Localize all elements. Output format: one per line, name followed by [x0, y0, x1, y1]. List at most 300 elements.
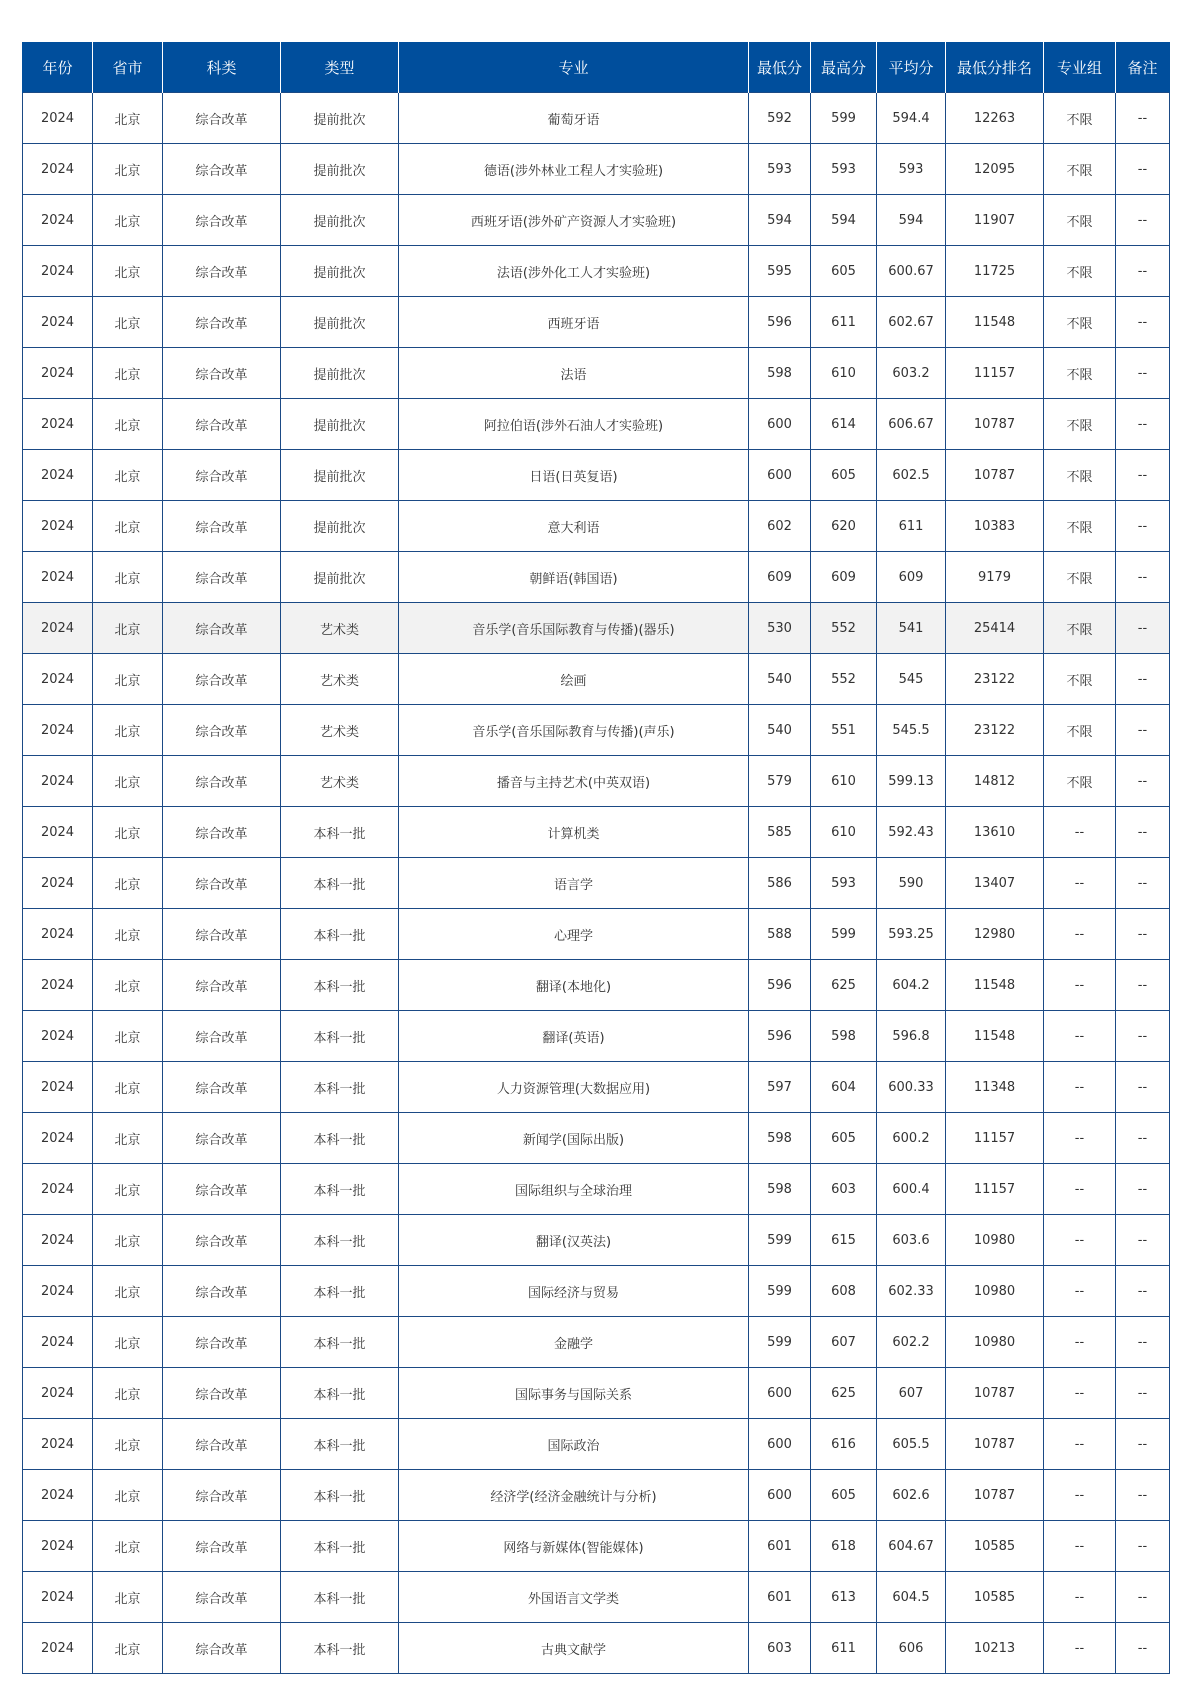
cell-max-score: 605 [811, 246, 877, 297]
cell-major: 阿拉伯语(涉外石油人才实验班) [399, 399, 749, 450]
cell-major: 西班牙语 [399, 297, 749, 348]
cell-subject-category: 综合改革 [163, 756, 281, 807]
cell-major: 西班牙语(涉外矿产资源人才实验班) [399, 195, 749, 246]
cell-remarks: -- [1116, 501, 1170, 552]
header-major: 专业 [399, 42, 749, 93]
cell-max-score: 616 [811, 1419, 877, 1470]
cell-avg-score: 602.6 [877, 1470, 946, 1521]
cell-province: 北京 [93, 93, 163, 144]
cell-min-score-rank: 23122 [946, 654, 1044, 705]
cell-major-group: 不限 [1044, 195, 1116, 246]
cell-min-score-rank: 11157 [946, 1164, 1044, 1215]
cell-max-score: 610 [811, 756, 877, 807]
cell-min-score: 601 [749, 1572, 811, 1623]
cell-major-group: -- [1044, 1623, 1116, 1674]
cell-major: 经济学(经济金融统计与分析) [399, 1470, 749, 1521]
cell-subject-category: 综合改革 [163, 246, 281, 297]
cell-year: 2024 [23, 246, 93, 297]
cell-subject-category: 综合改革 [163, 603, 281, 654]
cell-avg-score: 545.5 [877, 705, 946, 756]
cell-avg-score: 602.5 [877, 450, 946, 501]
cell-major-group: -- [1044, 960, 1116, 1011]
cell-avg-score: 609 [877, 552, 946, 603]
cell-avg-score: 593 [877, 144, 946, 195]
cell-batch-type: 本科一批 [281, 807, 399, 858]
table-row [23, 144, 1170, 195]
cell-min-score-rank: 12263 [946, 93, 1044, 144]
cell-subject-category: 综合改革 [163, 1011, 281, 1062]
table-row [23, 807, 1170, 858]
header-batch-type: 类型 [281, 42, 399, 93]
cell-min-score: 595 [749, 246, 811, 297]
cell-max-score: 551 [811, 705, 877, 756]
cell-min-score: 585 [749, 807, 811, 858]
cell-min-score-rank: 11725 [946, 246, 1044, 297]
cell-min-score: 600 [749, 1368, 811, 1419]
cell-max-score: 611 [811, 297, 877, 348]
cell-province: 北京 [93, 858, 163, 909]
cell-batch-type: 本科一批 [281, 1266, 399, 1317]
cell-major-group: 不限 [1044, 144, 1116, 195]
cell-major-group: -- [1044, 807, 1116, 858]
cell-remarks: -- [1116, 1011, 1170, 1062]
cell-remarks: -- [1116, 144, 1170, 195]
cell-year: 2024 [23, 144, 93, 195]
header-year: 年份 [23, 42, 93, 93]
cell-remarks: -- [1116, 960, 1170, 1011]
cell-major-group: -- [1044, 1215, 1116, 1266]
cell-major-group: -- [1044, 1521, 1116, 1572]
cell-major-group: 不限 [1044, 297, 1116, 348]
cell-major-group: 不限 [1044, 603, 1116, 654]
cell-year: 2024 [23, 1164, 93, 1215]
table-row [23, 450, 1170, 501]
cell-subject-category: 综合改革 [163, 1266, 281, 1317]
cell-min-score: 609 [749, 552, 811, 603]
cell-min-score-rank: 12980 [946, 909, 1044, 960]
cell-avg-score: 600.33 [877, 1062, 946, 1113]
cell-major: 翻译(英语) [399, 1011, 749, 1062]
table-row [23, 858, 1170, 909]
cell-max-score: 599 [811, 909, 877, 960]
cell-province: 北京 [93, 501, 163, 552]
cell-min-score: 599 [749, 1317, 811, 1368]
cell-min-score: 601 [749, 1521, 811, 1572]
cell-year: 2024 [23, 501, 93, 552]
cell-province: 北京 [93, 1266, 163, 1317]
cell-batch-type: 提前批次 [281, 195, 399, 246]
cell-min-score: 596 [749, 1011, 811, 1062]
cell-major-group: 不限 [1044, 450, 1116, 501]
cell-major: 播音与主持艺术(中英双语) [399, 756, 749, 807]
cell-major: 音乐学(音乐国际教育与传播)(声乐) [399, 705, 749, 756]
cell-min-score-rank: 10980 [946, 1317, 1044, 1368]
cell-avg-score: 604.5 [877, 1572, 946, 1623]
cell-remarks: -- [1116, 297, 1170, 348]
cell-min-score: 597 [749, 1062, 811, 1113]
table-row [23, 1572, 1170, 1623]
cell-batch-type: 提前批次 [281, 93, 399, 144]
table-row [23, 195, 1170, 246]
header-row [23, 42, 1170, 93]
cell-remarks: -- [1116, 858, 1170, 909]
header-subject-category: 科类 [163, 42, 281, 93]
cell-province: 北京 [93, 1419, 163, 1470]
cell-avg-score: 603.2 [877, 348, 946, 399]
cell-remarks: -- [1116, 603, 1170, 654]
cell-avg-score: 606 [877, 1623, 946, 1674]
table-row [23, 1623, 1170, 1674]
cell-batch-type: 本科一批 [281, 909, 399, 960]
admission-scores-table [22, 42, 1170, 1674]
cell-major-group: 不限 [1044, 705, 1116, 756]
cell-year: 2024 [23, 1623, 93, 1674]
cell-year: 2024 [23, 1419, 93, 1470]
cell-remarks: -- [1116, 705, 1170, 756]
cell-batch-type: 艺术类 [281, 756, 399, 807]
cell-min-score-rank: 10787 [946, 1419, 1044, 1470]
cell-remarks: -- [1116, 1113, 1170, 1164]
table-row [23, 960, 1170, 1011]
cell-remarks: -- [1116, 1062, 1170, 1113]
cell-min-score-rank: 10980 [946, 1215, 1044, 1266]
cell-min-score-rank: 10787 [946, 1368, 1044, 1419]
table-row [23, 1164, 1170, 1215]
cell-province: 北京 [93, 297, 163, 348]
cell-subject-category: 综合改革 [163, 501, 281, 552]
cell-avg-score: 604.67 [877, 1521, 946, 1572]
cell-year: 2024 [23, 450, 93, 501]
cell-avg-score: 590 [877, 858, 946, 909]
cell-year: 2024 [23, 1113, 93, 1164]
cell-province: 北京 [93, 756, 163, 807]
cell-batch-type: 本科一批 [281, 1215, 399, 1266]
cell-remarks: -- [1116, 1266, 1170, 1317]
cell-subject-category: 综合改革 [163, 654, 281, 705]
cell-min-score: 600 [749, 1419, 811, 1470]
cell-province: 北京 [93, 909, 163, 960]
table-row [23, 1317, 1170, 1368]
cell-remarks: -- [1116, 195, 1170, 246]
cell-major-group: 不限 [1044, 501, 1116, 552]
cell-subject-category: 综合改革 [163, 552, 281, 603]
cell-batch-type: 艺术类 [281, 654, 399, 705]
cell-subject-category: 综合改革 [163, 1623, 281, 1674]
cell-batch-type: 本科一批 [281, 1419, 399, 1470]
cell-year: 2024 [23, 348, 93, 399]
cell-major-group: 不限 [1044, 348, 1116, 399]
cell-major-group: -- [1044, 1164, 1116, 1215]
cell-subject-category: 综合改革 [163, 93, 281, 144]
cell-batch-type: 本科一批 [281, 1011, 399, 1062]
table-row [23, 1266, 1170, 1317]
table-row [23, 603, 1170, 654]
cell-avg-score: 606.67 [877, 399, 946, 450]
cell-min-score: 540 [749, 654, 811, 705]
cell-batch-type: 提前批次 [281, 399, 399, 450]
cell-province: 北京 [93, 1062, 163, 1113]
cell-remarks: -- [1116, 1521, 1170, 1572]
cell-major: 新闻学(国际出版) [399, 1113, 749, 1164]
cell-min-score: 603 [749, 1623, 811, 1674]
cell-major-group: -- [1044, 1266, 1116, 1317]
cell-remarks: -- [1116, 756, 1170, 807]
cell-major-group: -- [1044, 909, 1116, 960]
cell-min-score-rank: 11157 [946, 1113, 1044, 1164]
cell-batch-type: 本科一批 [281, 1062, 399, 1113]
cell-major-group: 不限 [1044, 552, 1116, 603]
cell-batch-type: 本科一批 [281, 1521, 399, 1572]
cell-major: 音乐学(音乐国际教育与传播)(器乐) [399, 603, 749, 654]
cell-batch-type: 本科一批 [281, 1368, 399, 1419]
cell-year: 2024 [23, 1470, 93, 1521]
cell-avg-score: 600.4 [877, 1164, 946, 1215]
cell-major-group: -- [1044, 1368, 1116, 1419]
cell-min-score-rank: 13610 [946, 807, 1044, 858]
cell-subject-category: 综合改革 [163, 705, 281, 756]
cell-year: 2024 [23, 960, 93, 1011]
cell-year: 2024 [23, 552, 93, 603]
cell-major: 意大利语 [399, 501, 749, 552]
cell-min-score: 599 [749, 1266, 811, 1317]
table-row [23, 501, 1170, 552]
cell-max-score: 610 [811, 807, 877, 858]
cell-max-score: 607 [811, 1317, 877, 1368]
cell-major: 语言学 [399, 858, 749, 909]
cell-batch-type: 提前批次 [281, 246, 399, 297]
cell-remarks: -- [1116, 1368, 1170, 1419]
cell-batch-type: 本科一批 [281, 960, 399, 1011]
cell-max-score: 605 [811, 1470, 877, 1521]
table-row [23, 297, 1170, 348]
cell-max-score: 614 [811, 399, 877, 450]
cell-max-score: 618 [811, 1521, 877, 1572]
cell-subject-category: 综合改革 [163, 399, 281, 450]
cell-major: 人力资源管理(大数据应用) [399, 1062, 749, 1113]
cell-max-score: 593 [811, 858, 877, 909]
table-row [23, 399, 1170, 450]
cell-min-score: 579 [749, 756, 811, 807]
cell-avg-score: 607 [877, 1368, 946, 1419]
cell-major: 朝鲜语(韩国语) [399, 552, 749, 603]
cell-avg-score: 596.8 [877, 1011, 946, 1062]
cell-major: 国际事务与国际关系 [399, 1368, 749, 1419]
cell-major-group: -- [1044, 858, 1116, 909]
cell-batch-type: 提前批次 [281, 501, 399, 552]
cell-remarks: -- [1116, 1419, 1170, 1470]
cell-max-score: 552 [811, 603, 877, 654]
cell-subject-category: 综合改革 [163, 858, 281, 909]
cell-min-score-rank: 11548 [946, 297, 1044, 348]
cell-remarks: -- [1116, 1572, 1170, 1623]
cell-min-score: 600 [749, 399, 811, 450]
cell-batch-type: 本科一批 [281, 1113, 399, 1164]
cell-major-group: -- [1044, 1470, 1116, 1521]
cell-batch-type: 艺术类 [281, 603, 399, 654]
cell-remarks: -- [1116, 1317, 1170, 1368]
cell-province: 北京 [93, 1113, 163, 1164]
cell-province: 北京 [93, 1521, 163, 1572]
cell-major: 网络与新媒体(智能媒体) [399, 1521, 749, 1572]
cell-avg-score: 602.33 [877, 1266, 946, 1317]
cell-min-score-rank: 10585 [946, 1572, 1044, 1623]
cell-subject-category: 综合改革 [163, 1215, 281, 1266]
cell-avg-score: 592.43 [877, 807, 946, 858]
cell-year: 2024 [23, 1215, 93, 1266]
table-row [23, 1062, 1170, 1113]
cell-subject-category: 综合改革 [163, 1470, 281, 1521]
table-row [23, 654, 1170, 705]
cell-batch-type: 本科一批 [281, 1164, 399, 1215]
cell-province: 北京 [93, 1368, 163, 1419]
header-min-score: 最低分 [749, 42, 811, 93]
cell-major-group: -- [1044, 1419, 1116, 1470]
cell-province: 北京 [93, 246, 163, 297]
cell-province: 北京 [93, 1215, 163, 1266]
cell-min-score-rank: 11348 [946, 1062, 1044, 1113]
cell-max-score: 594 [811, 195, 877, 246]
cell-min-score: 530 [749, 603, 811, 654]
cell-major: 国际经济与贸易 [399, 1266, 749, 1317]
cell-remarks: -- [1116, 399, 1170, 450]
cell-year: 2024 [23, 654, 93, 705]
cell-min-score: 599 [749, 1215, 811, 1266]
cell-min-score-rank: 11548 [946, 1011, 1044, 1062]
cell-major-group: 不限 [1044, 654, 1116, 705]
cell-major-group: -- [1044, 1062, 1116, 1113]
cell-avg-score: 545 [877, 654, 946, 705]
cell-avg-score: 600.2 [877, 1113, 946, 1164]
table-row [23, 1215, 1170, 1266]
cell-year: 2024 [23, 807, 93, 858]
cell-batch-type: 本科一批 [281, 1470, 399, 1521]
table-row [23, 1521, 1170, 1572]
table-row [23, 246, 1170, 297]
cell-min-score: 588 [749, 909, 811, 960]
cell-year: 2024 [23, 705, 93, 756]
cell-min-score-rank: 10585 [946, 1521, 1044, 1572]
cell-major: 外国语言文学类 [399, 1572, 749, 1623]
cell-avg-score: 602.67 [877, 297, 946, 348]
table-row [23, 1011, 1170, 1062]
cell-min-score: 586 [749, 858, 811, 909]
cell-avg-score: 541 [877, 603, 946, 654]
cell-year: 2024 [23, 756, 93, 807]
cell-min-score-rank: 10787 [946, 399, 1044, 450]
cell-max-score: 613 [811, 1572, 877, 1623]
cell-major: 法语 [399, 348, 749, 399]
cell-subject-category: 综合改革 [163, 960, 281, 1011]
cell-province: 北京 [93, 1011, 163, 1062]
cell-batch-type: 提前批次 [281, 297, 399, 348]
cell-min-score: 594 [749, 195, 811, 246]
cell-min-score: 600 [749, 450, 811, 501]
cell-avg-score: 602.2 [877, 1317, 946, 1368]
cell-year: 2024 [23, 195, 93, 246]
cell-major: 翻译(本地化) [399, 960, 749, 1011]
cell-province: 北京 [93, 705, 163, 756]
cell-year: 2024 [23, 1368, 93, 1419]
cell-min-score-rank: 10213 [946, 1623, 1044, 1674]
cell-major: 计算机类 [399, 807, 749, 858]
cell-min-score-rank: 13407 [946, 858, 1044, 909]
cell-batch-type: 提前批次 [281, 348, 399, 399]
table-row [23, 1368, 1170, 1419]
cell-max-score: 604 [811, 1062, 877, 1113]
cell-year: 2024 [23, 93, 93, 144]
cell-major-group: 不限 [1044, 756, 1116, 807]
cell-remarks: -- [1116, 1215, 1170, 1266]
cell-major-group: 不限 [1044, 399, 1116, 450]
cell-subject-category: 综合改革 [163, 144, 281, 195]
cell-major: 国际政治 [399, 1419, 749, 1470]
cell-min-score-rank: 12095 [946, 144, 1044, 195]
cell-remarks: -- [1116, 348, 1170, 399]
cell-batch-type: 本科一批 [281, 858, 399, 909]
cell-province: 北京 [93, 195, 163, 246]
cell-subject-category: 综合改革 [163, 1572, 281, 1623]
cell-batch-type: 提前批次 [281, 450, 399, 501]
cell-max-score: 609 [811, 552, 877, 603]
cell-min-score: 602 [749, 501, 811, 552]
cell-year: 2024 [23, 1317, 93, 1368]
cell-subject-category: 综合改革 [163, 1419, 281, 1470]
cell-remarks: -- [1116, 909, 1170, 960]
cell-avg-score: 593.25 [877, 909, 946, 960]
cell-year: 2024 [23, 297, 93, 348]
cell-avg-score: 604.2 [877, 960, 946, 1011]
cell-remarks: -- [1116, 552, 1170, 603]
cell-major-group: -- [1044, 1113, 1116, 1164]
cell-subject-category: 综合改革 [163, 807, 281, 858]
header-max-score: 最高分 [811, 42, 877, 93]
cell-remarks: -- [1116, 450, 1170, 501]
table-row [23, 1113, 1170, 1164]
cell-province: 北京 [93, 450, 163, 501]
cell-min-score: 592 [749, 93, 811, 144]
cell-min-score: 596 [749, 297, 811, 348]
cell-province: 北京 [93, 144, 163, 195]
cell-avg-score: 611 [877, 501, 946, 552]
cell-subject-category: 综合改革 [163, 195, 281, 246]
table-row [23, 552, 1170, 603]
cell-major: 法语(涉外化工人才实验班) [399, 246, 749, 297]
cell-max-score: 603 [811, 1164, 877, 1215]
cell-remarks: -- [1116, 93, 1170, 144]
cell-province: 北京 [93, 552, 163, 603]
cell-subject-category: 综合改革 [163, 909, 281, 960]
cell-province: 北京 [93, 399, 163, 450]
cell-subject-category: 综合改革 [163, 1164, 281, 1215]
cell-major: 国际组织与全球治理 [399, 1164, 749, 1215]
cell-max-score: 625 [811, 960, 877, 1011]
cell-year: 2024 [23, 399, 93, 450]
cell-batch-type: 提前批次 [281, 552, 399, 603]
cell-province: 北京 [93, 654, 163, 705]
cell-avg-score: 605.5 [877, 1419, 946, 1470]
cell-min-score: 598 [749, 1164, 811, 1215]
cell-max-score: 605 [811, 1113, 877, 1164]
cell-major: 金融学 [399, 1317, 749, 1368]
table-row [23, 1470, 1170, 1521]
cell-min-score: 598 [749, 348, 811, 399]
cell-year: 2024 [23, 1521, 93, 1572]
cell-province: 北京 [93, 807, 163, 858]
cell-avg-score: 594.4 [877, 93, 946, 144]
cell-remarks: -- [1116, 1470, 1170, 1521]
cell-max-score: 611 [811, 1623, 877, 1674]
table-row [23, 348, 1170, 399]
